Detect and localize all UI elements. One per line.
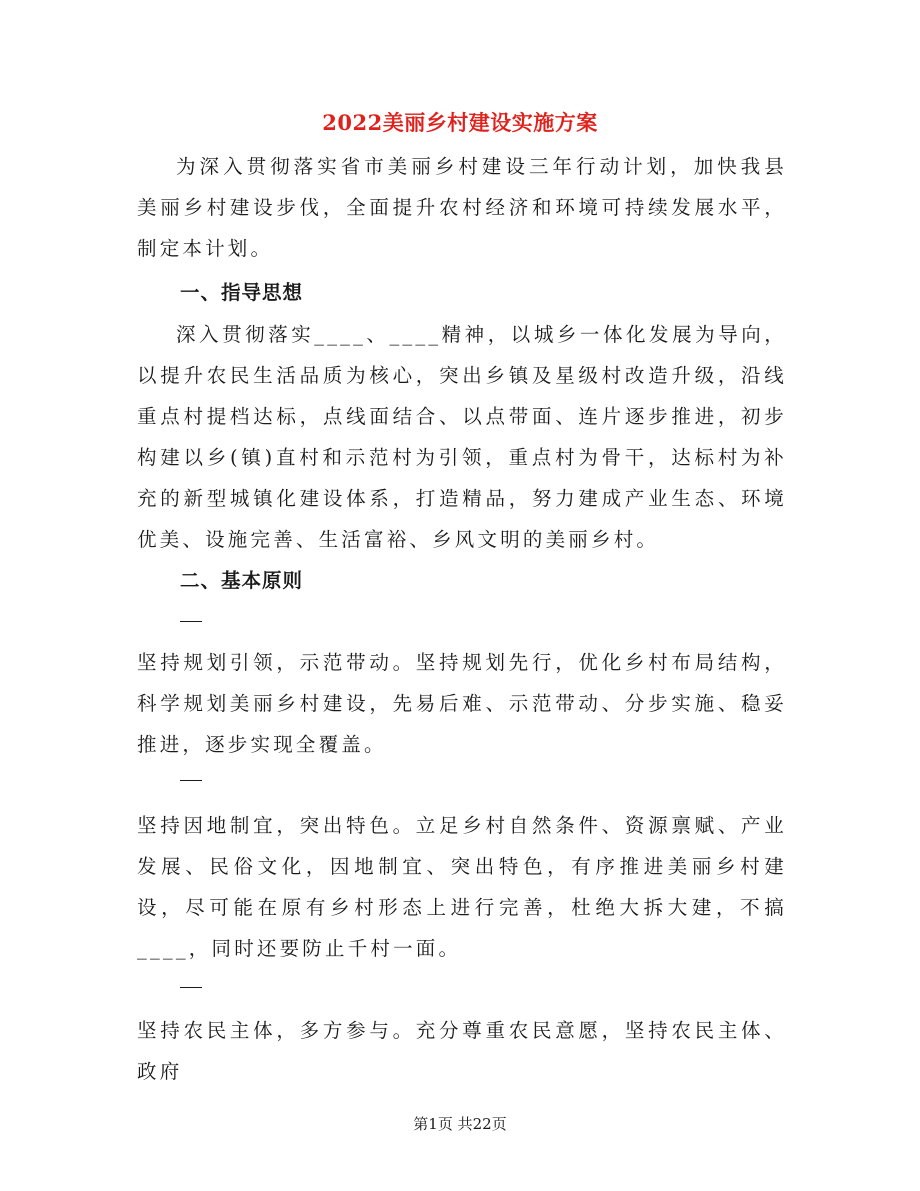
guiding-ideology-paragraph: 深入贯彻落实____、____精神，以城乡一体化发展为导向，以提升农民生活品质为核心，突出乡镇及星级村改造升级，沿线重点村提档达标，点线面结合、以点带面、连片逐步推进，初步构建以乡(镇)直村和示范村为引领，重点村为骨干，达标村为补充的新型城镇化建设体系，打造精品，努力建成产业生态、环境优美、设施完善、生活富裕、乡风文明的美丽乡村。: [137, 323, 787, 551]
principle-dash-2: [180, 780, 202, 781]
section-heading-guiding-ideology: 一、指导思想: [180, 281, 304, 304]
principle-dash-1: [180, 621, 202, 622]
intro-paragraph: 为深入贯彻落实省市美丽乡村建设三年行动计划，加快我县美丽乡村建设步伐，全面提升农村经济和环境可持续发展水平，制定本计划。: [137, 155, 787, 260]
principle-paragraph-2: 坚持因地制宜，突出特色。立足乡村自然条件、资源禀赋、产业发展、民俗文化，因地制宜、突出特色，有序推进美丽乡村建设，尽可能在原有乡村形态上进行完善，杜绝大拆大建，不搞____，同时还要防止千村一面。: [137, 814, 787, 960]
page-number-footer: 第1页 共22页: [413, 1115, 507, 1133]
principle-paragraph-1: 坚持规划引领，示范带动。坚持规划先行，优化乡村布局结构，科学规划美丽乡村建设，先易后难、示范带动、分步实施、稳妥推进，逐步实现全覆盖。: [137, 651, 787, 756]
document-title: 2022美丽乡村建设实施方案: [322, 110, 598, 135]
section-heading-basic-principles: 二、基本原则: [180, 569, 304, 592]
principle-paragraph-3: 坚持农民主体，多方参与。充分尊重农民意愿，坚持农民主体、政府: [137, 1019, 787, 1083]
principle-dash-3: [180, 987, 202, 988]
